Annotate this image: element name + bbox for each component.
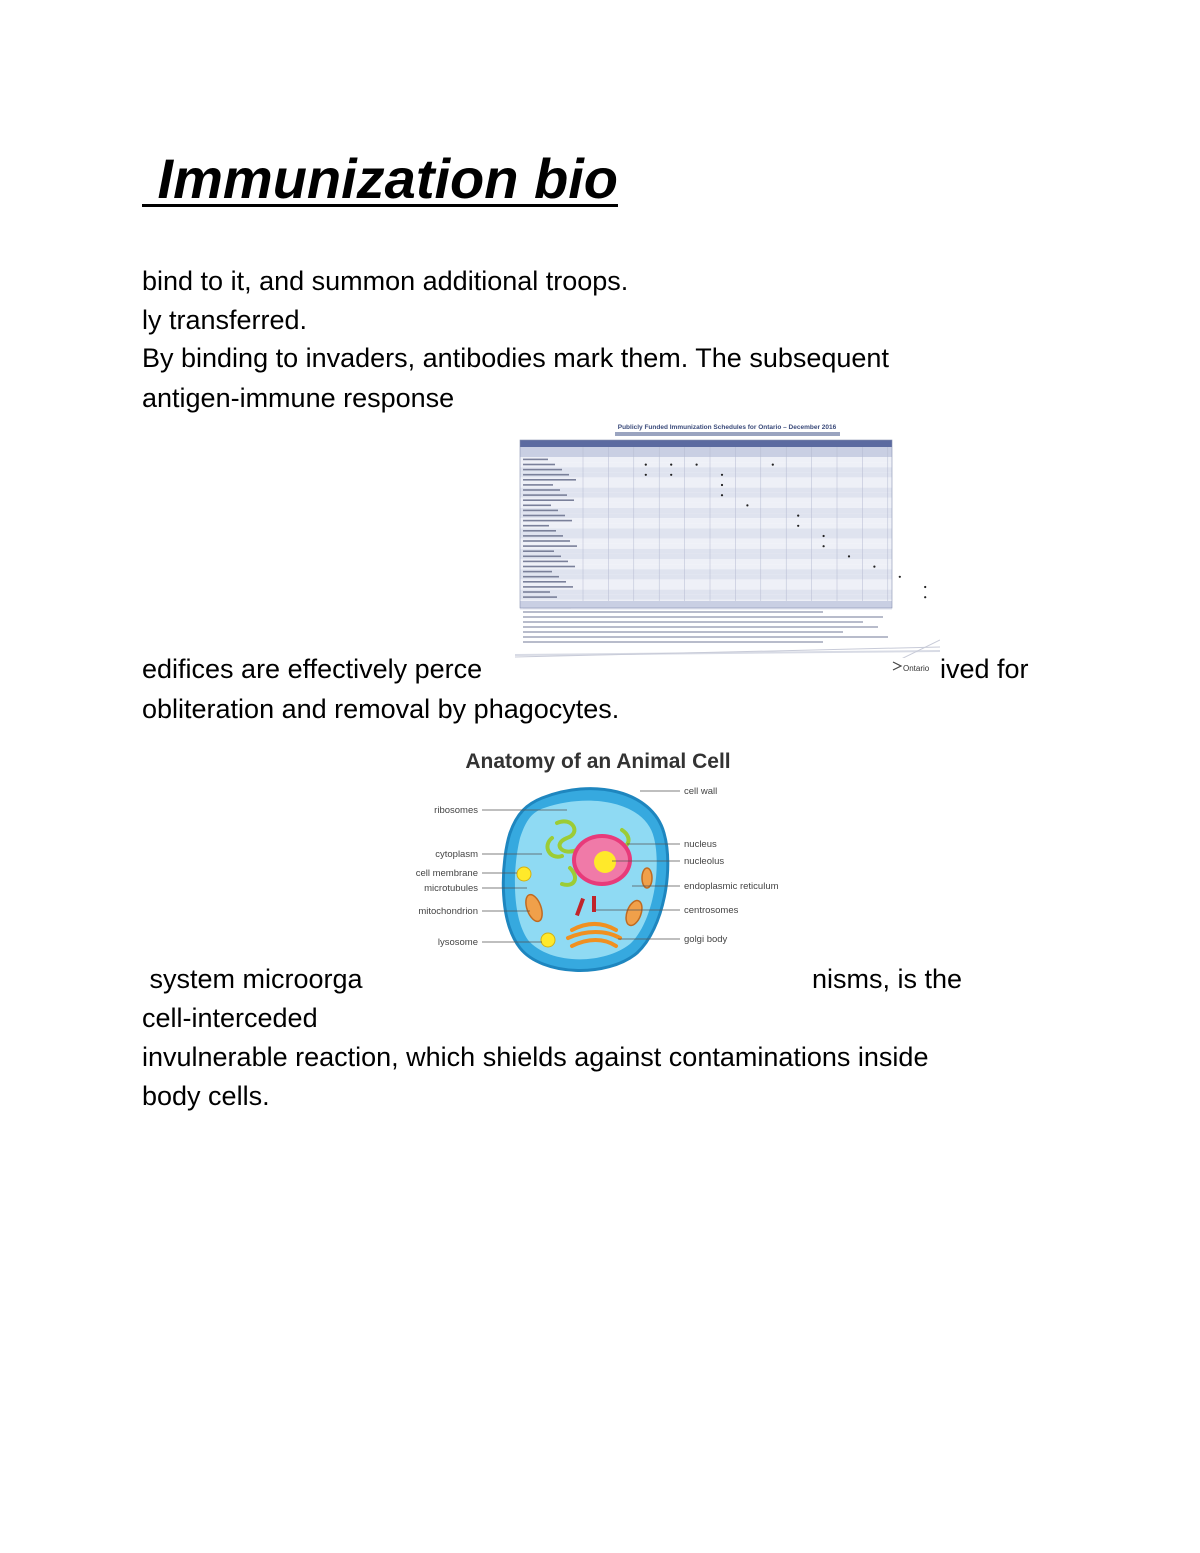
label-cell-wall: cell wall bbox=[684, 786, 718, 797]
schedule-row bbox=[520, 534, 892, 539]
label-microtubules: microtubules bbox=[424, 883, 478, 894]
schedule-row bbox=[520, 457, 892, 462]
immunization-schedule-image bbox=[515, 418, 940, 658]
text-line: body cells. bbox=[142, 1081, 270, 1111]
schedule-row bbox=[520, 539, 892, 544]
schedule-row bbox=[520, 472, 892, 477]
label-lysosome: lysosome bbox=[437, 937, 478, 948]
text-line: invulnerable reaction, which shields against contaminations inside bbox=[142, 1042, 929, 1072]
schedule-row bbox=[520, 579, 892, 584]
schedule-row bbox=[520, 508, 892, 513]
schedule-dose-dot bbox=[721, 474, 723, 476]
schedule-row bbox=[520, 503, 892, 508]
animal-cell-diagram bbox=[402, 738, 794, 978]
schedule-row bbox=[520, 462, 892, 467]
schedule-dose-dot bbox=[645, 474, 647, 476]
schedule-dose-dot bbox=[696, 464, 698, 466]
label-mitochondrion: mitochondrion bbox=[418, 906, 478, 917]
text-line: edifices are effectively perce bbox=[142, 654, 483, 684]
text-line: antigen-immune response bbox=[142, 383, 455, 413]
text-line: cell-interceded bbox=[142, 1003, 318, 1033]
schedule-dose-dot bbox=[873, 566, 875, 568]
schedule-row bbox=[520, 493, 892, 498]
label-centrosomes: centrosomes bbox=[684, 905, 739, 916]
schedule-row bbox=[520, 595, 892, 600]
schedule-row bbox=[520, 483, 892, 488]
schedule-dose-dot bbox=[670, 464, 672, 466]
text-line: ived for bbox=[940, 654, 1029, 684]
nucleolus bbox=[594, 851, 616, 873]
schedule-dose-dot bbox=[721, 494, 723, 496]
schedule-dose-dot bbox=[823, 535, 825, 537]
schedule-table-graphic bbox=[515, 418, 940, 658]
schedule-row bbox=[520, 518, 892, 523]
schedule-dose-dot bbox=[772, 464, 774, 466]
schedule-row bbox=[520, 498, 892, 503]
schedule-title: Publicly Funded Immunization Schedules for Ontario – December 2016 bbox=[617, 424, 837, 431]
schedule-row bbox=[520, 467, 892, 472]
schedule-row bbox=[520, 574, 892, 579]
text-line: By binding to invaders, antibodies mark them. The subsequent bbox=[142, 343, 889, 373]
label-cytoplasm: cytoplasm bbox=[435, 849, 478, 860]
ontario-logo-text: Ontario bbox=[903, 664, 930, 673]
label-nucleolus: nucleolus bbox=[684, 856, 725, 867]
cell-diagram-title: Anatomy of an Animal Cell bbox=[465, 750, 731, 773]
document-title: Immunization bio bbox=[142, 147, 618, 210]
label-endoplasmic-reticulum: endoplasmic reticulum bbox=[684, 881, 779, 892]
schedule-dose-dot bbox=[899, 576, 901, 578]
text-line: system microorga bbox=[142, 964, 363, 994]
schedule-row bbox=[520, 549, 892, 554]
schedule-row bbox=[520, 590, 892, 595]
schedule-dose-dot bbox=[823, 545, 825, 547]
schedule-row bbox=[520, 585, 892, 590]
ontario-logo bbox=[889, 658, 939, 680]
schedule-dose-dot bbox=[924, 596, 926, 598]
schedule-row bbox=[520, 528, 892, 533]
text-line: bind to it, and summon additional troops. bbox=[142, 266, 629, 296]
schedule-dose-dot bbox=[797, 525, 799, 527]
label-ribosomes: ribosomes bbox=[434, 805, 478, 816]
schedule-dose-dot bbox=[670, 474, 672, 476]
text-line: nisms, is the bbox=[812, 964, 963, 994]
schedule-row bbox=[520, 554, 892, 559]
schedule-dose-dot bbox=[746, 504, 748, 506]
schedule-row bbox=[520, 569, 892, 574]
text-line: obliteration and removal by phagocytes. bbox=[142, 694, 620, 724]
schedule-row bbox=[520, 513, 892, 518]
schedule-row bbox=[520, 564, 892, 569]
label-nucleus: nucleus bbox=[684, 839, 717, 850]
schedule-dose-dot bbox=[848, 555, 850, 557]
text-line: ly transferred. bbox=[142, 305, 308, 335]
label-cell-membrane: cell membrane bbox=[415, 868, 478, 879]
schedule-dose-dot bbox=[924, 586, 926, 588]
label-golgi-body: golgi body bbox=[684, 934, 728, 945]
schedule-row bbox=[520, 488, 892, 493]
schedule-row bbox=[520, 523, 892, 528]
schedule-row bbox=[520, 559, 892, 564]
schedule-dose-dot bbox=[645, 464, 647, 466]
schedule-dose-dot bbox=[721, 484, 723, 486]
schedule-dose-dot bbox=[797, 515, 799, 517]
